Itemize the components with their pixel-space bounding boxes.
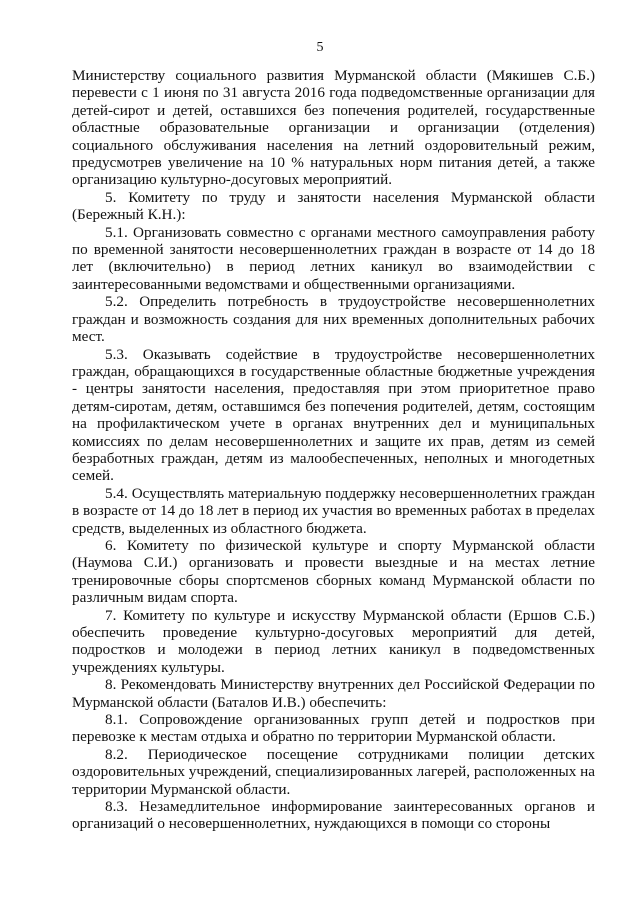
paragraph-8-2: 8.2. Периодическое посещение сотрудниками полиции детских оздоровительных учреждений, специализированных лагерей, расположенных на территории Мурманской области. <box>72 745 595 798</box>
paragraph-5-labor-committee: 5. Комитету по труду и занятости населения Мурманской области (Бережный К.Н.): <box>72 188 595 224</box>
paragraph-8-3: 8.3. Незамедлительное информирование заинтересованных органов и организаций о несовершеннолетних, нуждающихся в помощи со стороны <box>72 798 595 833</box>
paragraph-7-culture-committee: 7. Комитету по культуре и искусству Мурманской области (Ершов С.Б.) обеспечить проведение культурно-досуговых мероприятий для детей, подростков и молодежи в период летних каникул в подведомственных учреждениях культуры. <box>72 606 595 676</box>
paragraph-8-interior-ministry: 8. Рекомендовать Министерству внутренних дел Российской Федерации по Мурманской области (Баталов И.В.) обеспечить: <box>72 676 595 711</box>
paragraph-5-1: 5.1. Организовать совместно с органами местного самоуправления работу по временной занятости несовершеннолетних граждан в возрасте от 14 до 18 лет (включительно) в период летних каникул во взаимодействии с заинтересованными ведомствами и общественными организациями. <box>72 223 595 293</box>
paragraph-5-4: 5.4. Осуществлять материальную поддержку несовершеннолетних граждан в возрасте от 14 до 18 лет в период их участия во временных работах в пределах средств, выделенных из областного бюджета. <box>72 484 595 537</box>
document-body <box>72 67 595 833</box>
paragraph-6-sport-committee: 6. Комитету по физической культуре и спорту Мурманской области (Наумова С.И.) организовать и провести выездные и на местах летние тренировочные сборы спортсменов сборных команд Мурманской области по различным видам спорта. <box>72 536 595 607</box>
paragraph-8-1: 8.1. Сопровождение организованных групп детей и подростков при перевозке к местам отдыха и обратно по территории Мурманской области. <box>72 711 595 746</box>
paragraph-ministry-social-development: Министерству социального развития Мурманской области (Мякишев С.Б.) перевести с 1 июня по 31 августа 2016 года подведомственные организации для детей-сирот и детей, оставшихся без попечения родителей, государственные областные образовательные организации и организации (отделения) социального обслуживания населения на летний оздоровительный режим, предусмотрев увеличение на 10 % натуральных норм питания детей, а также организацию культурно-досуговых мероприятий. <box>72 67 595 189</box>
paragraph-5-2: 5.2. Определить потребность в трудоустройстве несовершеннолетних граждан и возможность создания для них временных дополнительных рабочих мест. <box>72 293 595 346</box>
paragraph-5-3: 5.3. Оказывать содействие в трудоустройстве несовершеннолетних граждан, обращающихся в государственные областные бюджетные учреждения - центры занятости населения, предоставляя при этом приоритетное право детям-сиротам, детям, оставшимся без попечения родителей, детям, состоящим на профилактическом учете в органах внутренних дел и муниципальных комиссиях по делам несовершеннолетних и защите их прав, детям из семей безработных граждан, детям из малообеспеченных, неполных и многодетных семей. <box>72 345 595 485</box>
page-number: 5 <box>316 40 324 55</box>
